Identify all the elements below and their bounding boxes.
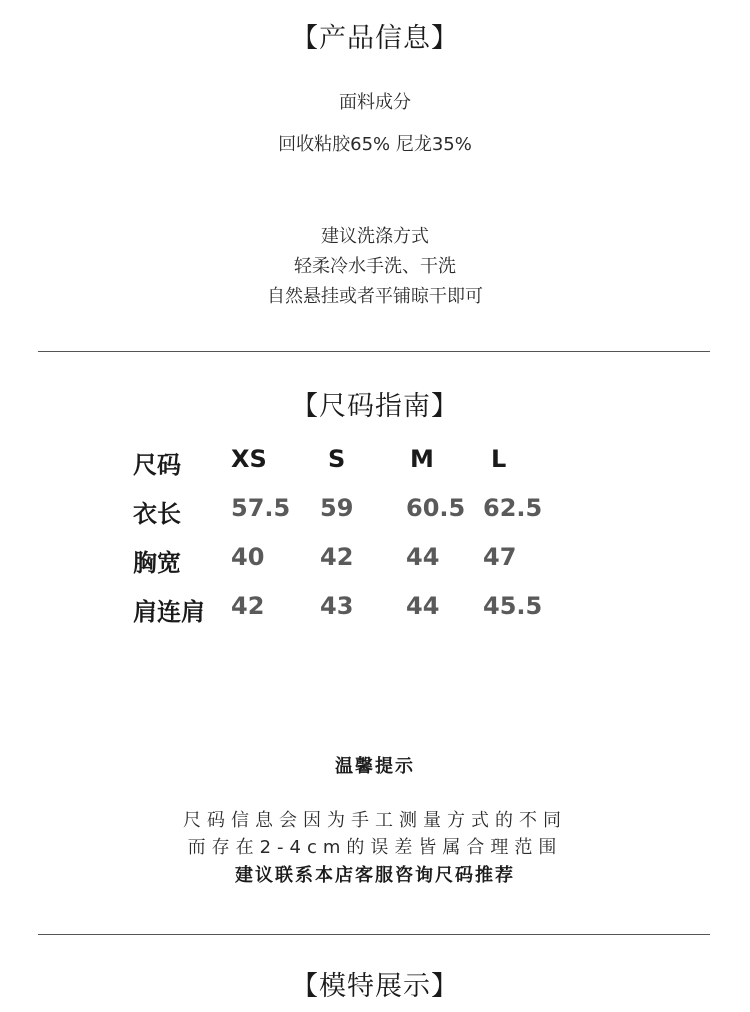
size-header-l: L	[491, 445, 507, 473]
tips-line-1: 尺码信息会因为手工测量方式的不同	[183, 810, 567, 831]
tips-title: 温馨提示	[335, 756, 415, 777]
row-chest-label: 胸宽	[133, 549, 181, 577]
product-info-title: 【产品信息】	[291, 23, 459, 54]
wash-label: 建议洗涤方式	[321, 226, 429, 247]
row-shoulder-xs: 42	[231, 592, 265, 620]
row-shoulder-s: 43	[320, 592, 354, 620]
row-shoulder-label: 肩连肩	[133, 598, 205, 626]
row-shoulder-l: 45.5	[483, 592, 543, 620]
row-shoulder-m: 44	[406, 592, 440, 620]
tips-line-2: 而存在2-4cm的误差皆属合理范围	[187, 837, 563, 858]
fabric-value: 回收粘胶65% 尼龙35%	[278, 134, 472, 155]
row-chest-l: 47	[483, 543, 517, 571]
row-length-l: 62.5	[483, 494, 543, 522]
size-header-m: M	[410, 445, 434, 473]
row-length-xs: 57.5	[231, 494, 291, 522]
row-chest-s: 42	[320, 543, 354, 571]
size-header-label: 尺码	[133, 451, 181, 479]
wash-line-2: 自然悬挂或者平铺晾干即可	[267, 286, 483, 307]
row-length-m: 60.5	[406, 494, 466, 522]
size-header-xs: XS	[231, 445, 267, 473]
row-chest-m: 44	[406, 543, 440, 571]
divider-bottom	[38, 934, 710, 935]
row-chest-xs: 40	[231, 543, 265, 571]
wash-line-1: 轻柔冷水手洗、干洗	[294, 256, 456, 277]
row-length-label: 衣长	[133, 500, 181, 528]
divider-top	[38, 351, 710, 352]
fabric-label: 面料成分	[339, 92, 411, 113]
model-title: 【模特展示】	[291, 971, 459, 1002]
size-guide-title: 【尺码指南】	[291, 391, 459, 422]
row-length-s: 59	[320, 494, 354, 522]
size-header-s: S	[328, 445, 346, 473]
tips-line-3: 建议联系本店客服咨询尺码推荐	[235, 865, 515, 886]
